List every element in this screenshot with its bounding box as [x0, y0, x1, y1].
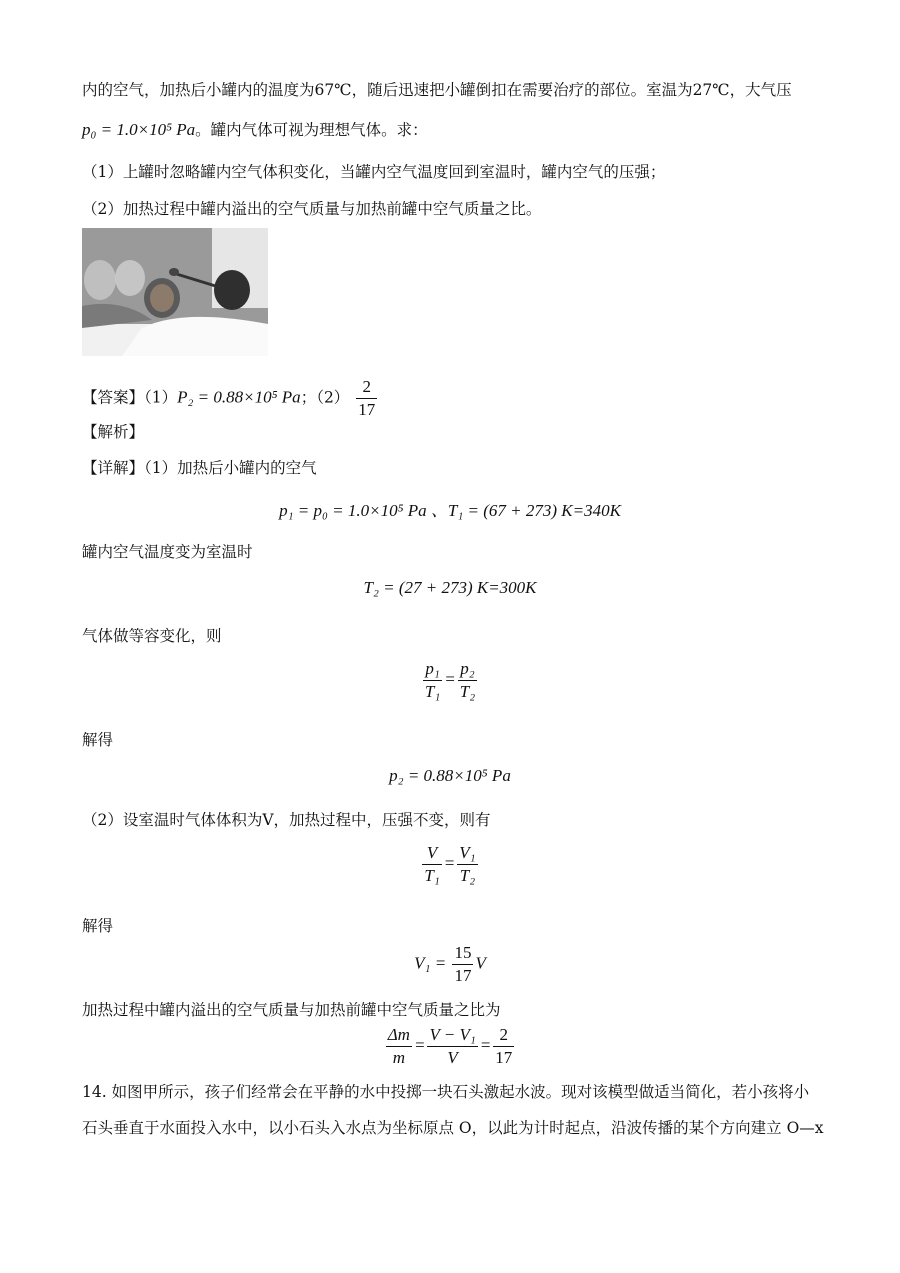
fraction-numerator: 15 [452, 942, 473, 965]
equation-6-lhs: V₁ = [414, 953, 447, 973]
detail-text-2: 罐内空气温度变为室温时 [82, 543, 253, 561]
fraction-numerator: V [422, 842, 441, 865]
atmospheric-pressure-formula: p₀ = 1.0×10⁵ Pa [82, 120, 196, 139]
equation-3: $\frac{\text{p₁}}{\text{T₁}}$ = $\frac{\text{p₂}}{\text{T₂}}$ [424, 659, 476, 701]
fraction-denominator: m [392, 1048, 405, 1067]
fraction-denominator: V [447, 1048, 458, 1067]
fraction-v-over-t1 [422, 842, 441, 887]
question-1: （1）上罐时忽略罐内空气体积变化，当罐内空气温度回到室温时，罐内空气的压强； [82, 163, 666, 181]
fraction-v1-over-t2 [457, 842, 477, 887]
answer-part2-fraction [356, 376, 377, 421]
fraction-p2-over-t2 [458, 658, 477, 703]
fraction-dm-over-m [386, 1024, 412, 1069]
fraction-denominator: 17 [454, 966, 472, 985]
detail-text-7: 加热过程中罐内溢出的空气质量与加热前罐中空气质量之比为 [82, 1001, 501, 1019]
answer-label: 【答案】 [82, 388, 145, 407]
cupping-photo-illustration [82, 228, 268, 356]
fraction-15-over-17 [452, 942, 473, 987]
fraction-numerator: p₂ [458, 658, 477, 681]
detail-step-1 [82, 456, 317, 478]
answer-separator: ；（2） [300, 388, 350, 407]
analysis-label: 【解析】 [82, 423, 145, 441]
equation-7: $\frac{\Delta m}{m}$ = $\frac{\text{V − V₁}}{V}$ = $\frac{2}{17}$ [387, 1025, 513, 1067]
fraction-2-over-17 [493, 1024, 514, 1069]
fraction-numerator: V₁ [457, 842, 477, 865]
answer-part1-prefix: （1） [144, 388, 178, 407]
problem-text-line-1: 内的空气，加热后小罐内的温度为67℃，随后迅速把小罐倒扣在需要治疗的部位。室温为27℃，大气压 [82, 81, 792, 99]
detail-text-6: 解得 [82, 917, 114, 935]
equation-6 [0, 942, 900, 987]
equation-6-rhs: V [475, 953, 486, 973]
fraction-numerator: p₁ [423, 658, 442, 681]
question-2: （2）加热过程中罐内溢出的空气质量与加热前罐中空气质量之比。 [82, 200, 542, 218]
answer-part2-numerator: 2 [356, 376, 377, 399]
problem-text-line-2-tail: 。罐内气体可视为理想气体。求： [195, 121, 428, 139]
detail-text-5: （2）设室温时气体体积为V，加热过程中，压强不变，则有 [82, 811, 491, 829]
detail-text-3: 气体做等容变化，则 [82, 627, 222, 645]
equation-2: T₂ = (27 + 273) K=300K [363, 578, 537, 597]
answer-part1-formula: P₂ = 0.88×10⁵ Pa [177, 387, 301, 407]
problem-text-line-2 [82, 118, 428, 140]
next-problem-line-1: 14. 如图甲所示，孩子们经常会在平静的水中投掷一块石头激起水波。现对该模型做适当简化，若小孩将小 [82, 1083, 810, 1101]
fraction-denominator: T₁ [424, 682, 441, 701]
fraction-p1-over-t1 [423, 658, 442, 703]
fraction-denominator: T₂ [459, 682, 476, 701]
fraction-denominator: T₂ [459, 866, 476, 885]
answer-part2-denominator: 17 [358, 400, 376, 419]
detail-text-4: 解得 [82, 731, 114, 749]
answer-line [82, 376, 379, 419]
fraction-denominator: 17 [495, 1048, 513, 1067]
equation-5: $\frac{V}{\text{T₁}}$ = $\frac{\text{V₁}}{\text{T₂}}$ [424, 843, 476, 885]
equation-1: p₁ = p₀ = 1.0×10⁵ Pa 、T₁ = (67 + 273) K=340K [279, 501, 621, 520]
next-problem-line-2: 石头垂直于水面投入水中，以小石头入水点为坐标原点 O，以此为计时起点，沿波传播的某个方向建立 O—x [82, 1119, 824, 1137]
detail-step-1-text: （1）加热后小罐内的空气 [144, 459, 317, 477]
fraction-numerator: 2 [493, 1024, 514, 1047]
fraction-denominator: T₁ [424, 866, 440, 885]
fraction-numerator: Δm [386, 1024, 412, 1047]
detail-label: 【详解】 [82, 459, 145, 477]
fraction-numerator: V − V₁ [427, 1024, 477, 1047]
cupping-therapy-photo [82, 228, 268, 356]
equation-4: p₂ = 0.88×10⁵ Pa [389, 766, 511, 785]
fraction-v-minus-v1-over-v [427, 1024, 477, 1069]
